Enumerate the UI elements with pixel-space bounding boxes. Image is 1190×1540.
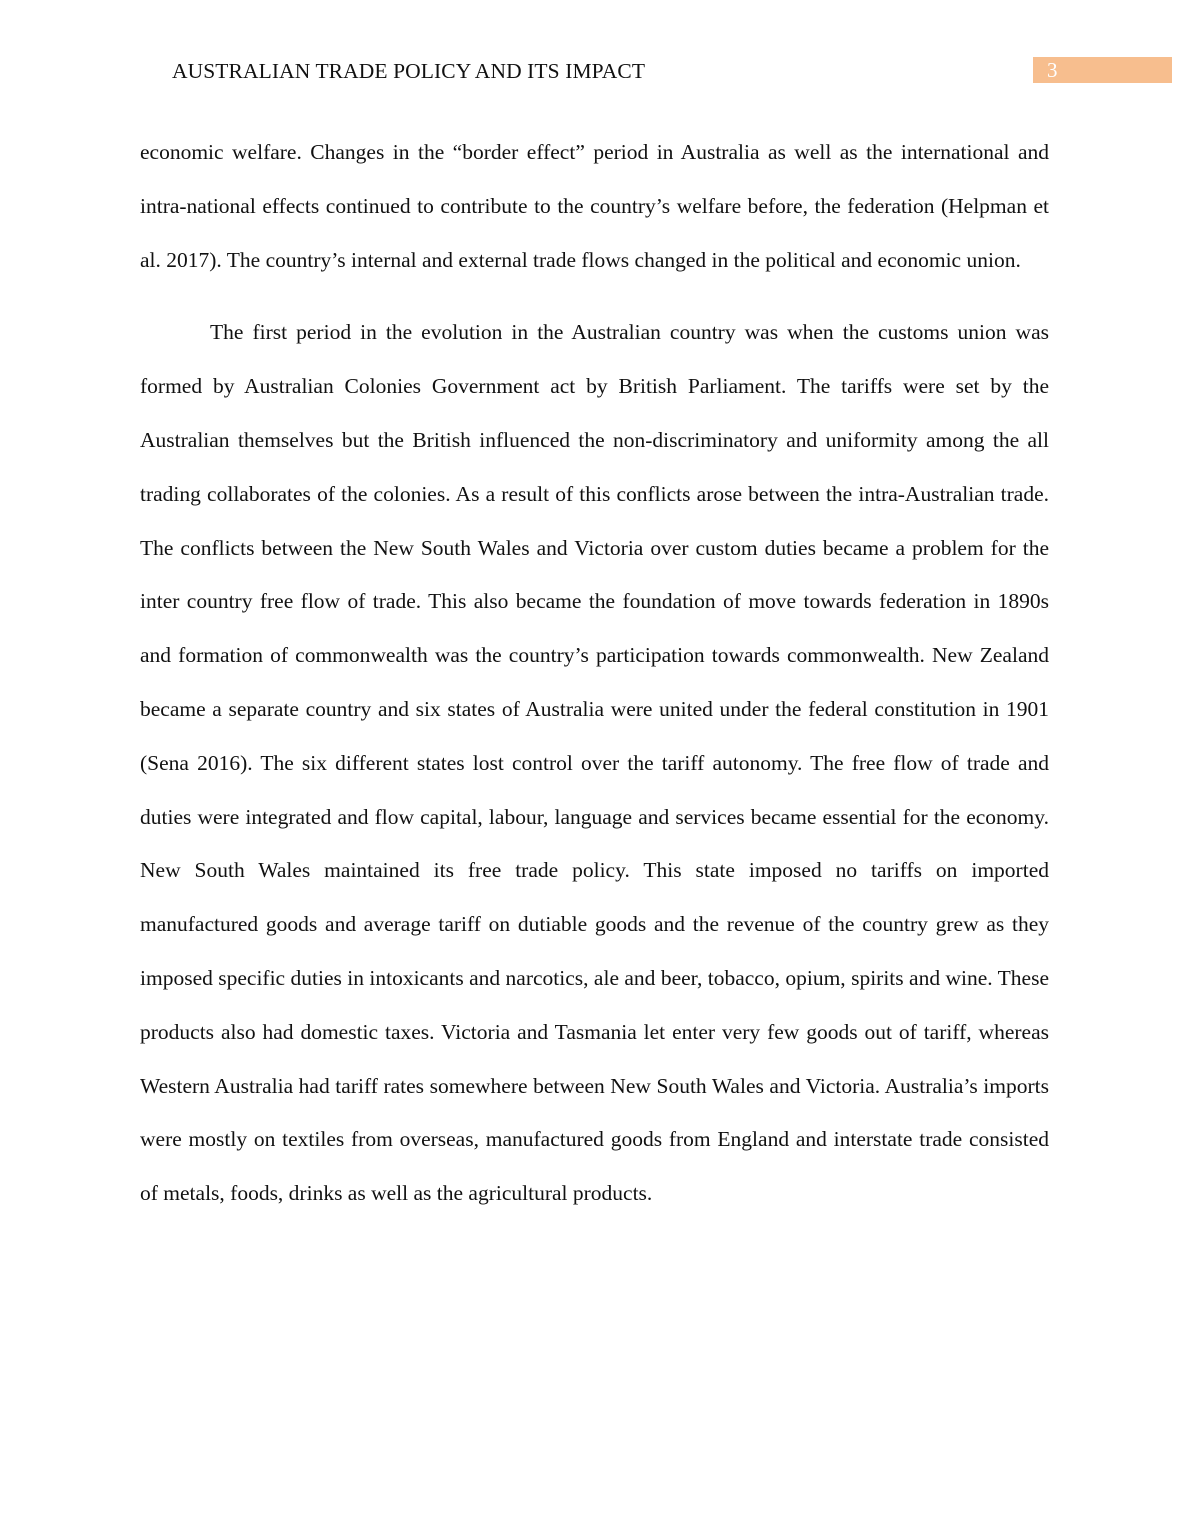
body-text — [140, 126, 1049, 1221]
paragraph-1: economic welfare. Changes in the “border effect” period in Australia as well as the international and intra-national effects continued to contribute to the country’s welfare before, the federation (Helpman et al. 2017). The country’s internal and external trade flows changed in the political and economic union. — [140, 140, 1049, 272]
page-number: 3 — [1033, 57, 1172, 83]
running-head: AUSTRALIAN TRADE POLICY AND ITS IMPACT — [172, 59, 646, 83]
paragraph-2: The first period in the evolution in the Australian country was when the customs union was formed by Australian Colonies Government act by British Parliament. The tariffs were set by the Australian themselves but the British influenced the non-discriminatory and uniformity among the all trading collaborates of the colonies. As a result of this conflicts arose between the intra-Australian trade. The conflicts between the New South Wales and Victoria over custom duties became a problem for the inter country free flow of trade. This also became the foundation of move towards federation in 1890s and formation of commonwealth was the country’s participation towards commonwealth. New Zealand became a separate country and six states of Australia were united under the federal constitution in 1901 (Sena 2016). The six different states lost control over the tariff autonomy. The free flow of trade and duties were integrated and flow capital, labour, language and services became essential for the economy. New South Wales maintained its free trade policy. This state imposed no tariffs on imported manufactured goods and average tariff on dutiable goods and the revenue of the country grew as they imposed specific duties in intoxicants and narcotics, ale and beer, tobacco, opium, spirits and wine. These products also had domestic taxes. Victoria and Tasmania let enter very few goods out of tariff, whereas Western Australia had tariff rates somewhere between New South Wales and Victoria. Australia’s imports were mostly on textiles from overseas, manufactured goods from England and interstate trade consisted of metals, foods, drinks as well as the agricultural products. — [140, 320, 1049, 1206]
